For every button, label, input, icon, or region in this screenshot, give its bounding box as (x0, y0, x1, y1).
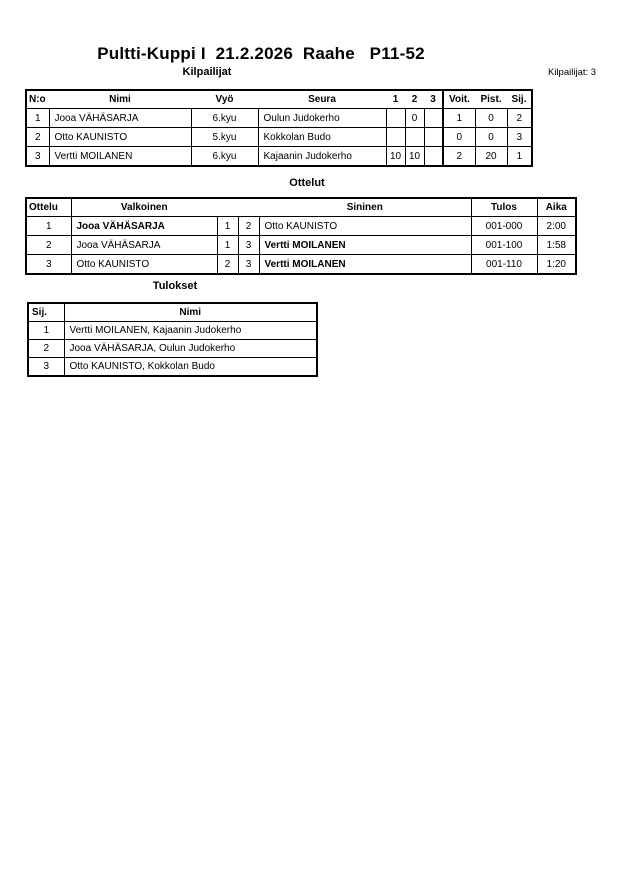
cell-club: Kokkolan Budo (258, 128, 386, 147)
col-header-club: Seura (258, 90, 386, 109)
competitors-header-row (26, 90, 532, 109)
cell-white-no: 2 (217, 255, 238, 275)
cell-time: 1:58 (537, 236, 576, 255)
cell-place: 3 (28, 358, 64, 377)
cell-no: 3 (26, 147, 49, 167)
results-table (27, 302, 318, 377)
col-header-round2: 2 (405, 90, 424, 109)
col-header-name: Nimi (49, 90, 191, 109)
match-row (26, 217, 576, 236)
cell-match-no: 2 (26, 236, 71, 255)
cell-round3 (424, 128, 443, 147)
cell-round2: 0 (405, 109, 424, 128)
cell-result: 001-100 (471, 236, 537, 255)
cell-blue-no: 2 (238, 217, 259, 236)
cell-white-name: Jooa VÄHÄSARJA (71, 236, 217, 255)
cell-white-name: Otto KAUNISTO (71, 255, 217, 275)
competitor-row (26, 128, 532, 147)
cell-blue-name: Otto KAUNISTO (259, 217, 471, 236)
page-title: Pultti-Kuppi I 21.2.2026 Raahe P11-52 (97, 44, 425, 63)
cell-name: Otto KAUNISTO (49, 128, 191, 147)
cell-white-no: 1 (217, 236, 238, 255)
cell-belt: 6.kyu (191, 147, 258, 167)
cell-belt: 6.kyu (191, 109, 258, 128)
cell-name: Jooa VÄHÄSARJA, Oulun Judokerho (64, 340, 317, 358)
cell-name: Jooa VÄHÄSARJA (49, 109, 191, 128)
cell-points: 20 (475, 147, 507, 167)
cell-round2 (405, 128, 424, 147)
cell-wins: 0 (443, 128, 475, 147)
section-title-competitors: Kilpailijat (182, 66, 232, 78)
cell-place: 1 (28, 322, 64, 340)
cell-belt: 5.kyu (191, 128, 258, 147)
cell-club: Kajaanin Judokerho (258, 147, 386, 167)
col-header-white: Valkoinen (71, 198, 217, 217)
cell-result: 001-110 (471, 255, 537, 275)
col-header-points: Pist. (475, 90, 507, 109)
cell-no: 1 (26, 109, 49, 128)
col-header-place: Sij. (507, 90, 532, 109)
col-header-belt: Vyö (191, 90, 258, 109)
cell-match-no: 1 (26, 217, 71, 236)
cell-place: 1 (507, 147, 532, 167)
cell-result: 001-000 (471, 217, 537, 236)
cell-place: 3 (507, 128, 532, 147)
cell-points: 0 (475, 109, 507, 128)
cell-round2: 10 (405, 147, 424, 167)
col-header-match: Ottelu (26, 198, 71, 217)
cell-blue-no: 3 (238, 255, 259, 275)
col-header-no: N:o (26, 90, 49, 109)
competitors-table (25, 89, 533, 167)
matches-table (25, 197, 577, 275)
cell-white-name: Jooa VÄHÄSARJA (71, 217, 217, 236)
match-row (26, 255, 576, 275)
competitor-row (26, 147, 532, 167)
cell-round1 (386, 109, 405, 128)
col-header-blue-no (238, 198, 259, 217)
cell-place: 2 (507, 109, 532, 128)
cell-blue-no: 3 (238, 236, 259, 255)
cell-time: 2:00 (537, 217, 576, 236)
col-header-blue: Sininen (259, 198, 471, 217)
matches-header-row (26, 198, 576, 217)
cell-blue-name: Vertti MOILANEN (259, 236, 471, 255)
col-header-result: Tulos (471, 198, 537, 217)
cell-place: 2 (28, 340, 64, 358)
cell-round3 (424, 109, 443, 128)
results-header-row (28, 303, 317, 322)
section-title-results: Tulokset (152, 280, 198, 292)
competitor-row (26, 109, 532, 128)
col-header-white-no (217, 198, 238, 217)
cell-club: Oulun Judokerho (258, 109, 386, 128)
result-row (28, 340, 317, 358)
cell-white-no: 1 (217, 217, 238, 236)
cell-name: Otto KAUNISTO, Kokkolan Budo (64, 358, 317, 377)
section-title-matches: Ottelut (289, 177, 325, 189)
cell-name: Vertti MOILANEN (49, 147, 191, 167)
match-row (26, 236, 576, 255)
cell-round1: 10 (386, 147, 405, 167)
col-header-round1: 1 (386, 90, 405, 109)
col-header-place: Sij. (28, 303, 64, 322)
cell-name: Vertti MOILANEN, Kajaanin Judokerho (64, 322, 317, 340)
cell-wins: 1 (443, 109, 475, 128)
cell-round1 (386, 128, 405, 147)
col-header-round3: 3 (424, 90, 443, 109)
cell-round3 (424, 147, 443, 167)
result-row (28, 322, 317, 340)
col-header-wins: Voit. (443, 90, 475, 109)
cell-match-no: 3 (26, 255, 71, 275)
col-header-name: Nimi (64, 303, 317, 322)
cell-points: 0 (475, 128, 507, 147)
cell-no: 2 (26, 128, 49, 147)
cell-time: 1:20 (537, 255, 576, 275)
competitor-count-label: Kilpailijat: 3 (548, 67, 597, 78)
cell-wins: 2 (443, 147, 475, 167)
col-header-time: Aika (537, 198, 576, 217)
cell-blue-name: Vertti MOILANEN (259, 255, 471, 275)
result-row (28, 358, 317, 377)
